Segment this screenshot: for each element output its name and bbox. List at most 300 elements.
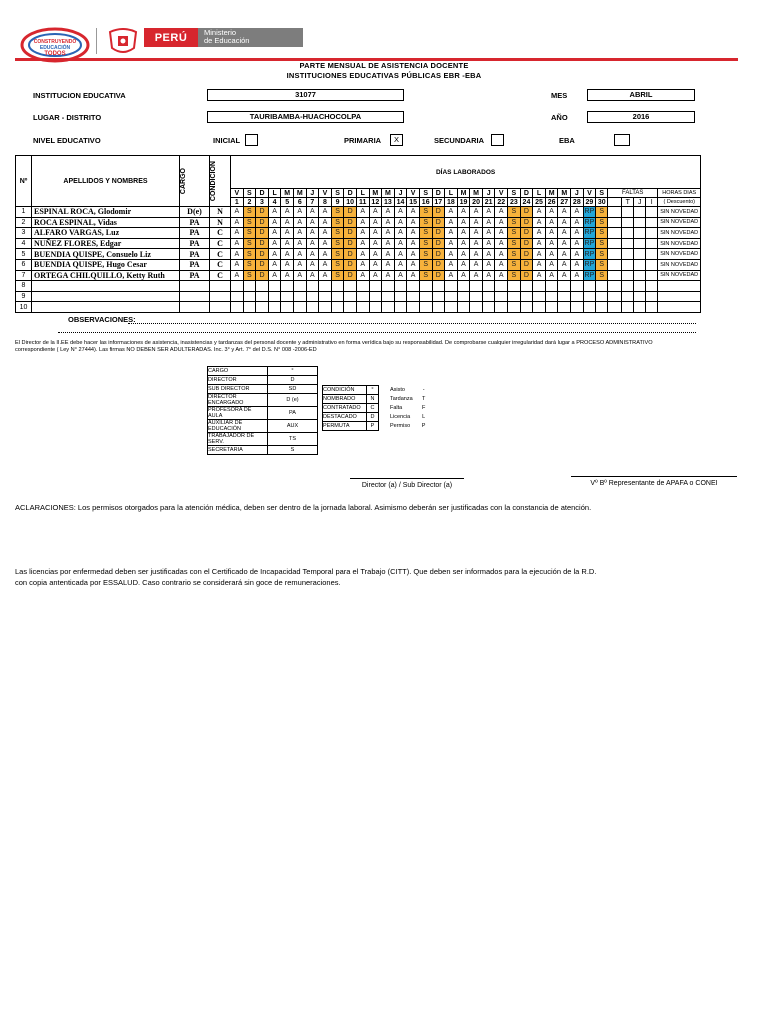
- attendance-cell[interactable]: S: [596, 259, 608, 270]
- attendance-cell[interactable]: S: [331, 249, 344, 260]
- attendance-cell[interactable]: [293, 291, 306, 302]
- attendance-cell[interactable]: S: [243, 217, 256, 228]
- attendance-cell[interactable]: [457, 281, 470, 292]
- faltas-cell[interactable]: [608, 302, 622, 313]
- attendance-cell[interactable]: A: [470, 217, 483, 228]
- attendance-cell[interactable]: A: [495, 238, 508, 249]
- faltas-cell[interactable]: [634, 291, 646, 302]
- attendance-cell[interactable]: A: [558, 270, 571, 281]
- attendance-cell[interactable]: S: [419, 238, 432, 249]
- attendance-cell[interactable]: A: [231, 217, 244, 228]
- faltas-cell[interactable]: [608, 281, 622, 292]
- teacher-cargo[interactable]: PA: [180, 259, 210, 270]
- attendance-cell[interactable]: [495, 281, 508, 292]
- attendance-cell[interactable]: D: [256, 228, 269, 239]
- attendance-cell[interactable]: [533, 281, 546, 292]
- attendance-cell[interactable]: S: [596, 228, 608, 239]
- attendance-cell[interactable]: D: [256, 249, 269, 260]
- attendance-cell[interactable]: RP: [584, 250, 595, 258]
- attendance-cell[interactable]: A: [533, 207, 546, 218]
- attendance-cell[interactable]: [344, 291, 357, 302]
- attendance-cell[interactable]: S: [508, 270, 521, 281]
- attendance-cell[interactable]: [256, 281, 269, 292]
- faltas-cell[interactable]: [608, 259, 622, 270]
- attendance-cell[interactable]: [243, 302, 256, 313]
- attendance-cell[interactable]: A: [457, 259, 470, 270]
- attendance-cell[interactable]: A: [231, 270, 244, 281]
- attendance-cell[interactable]: [293, 302, 306, 313]
- attendance-cell[interactable]: RP: [584, 218, 595, 226]
- attendance-cell[interactable]: D: [344, 207, 357, 218]
- attendance-cell[interactable]: A: [445, 270, 458, 281]
- teacher-name[interactable]: ROCA ESPINAL, Vidas: [32, 217, 180, 228]
- attendance-cell[interactable]: [382, 291, 395, 302]
- attendance-cell[interactable]: [533, 291, 546, 302]
- teacher-condicion[interactable]: [210, 281, 231, 292]
- attendance-cell[interactable]: S: [243, 270, 256, 281]
- attendance-cell[interactable]: [319, 281, 332, 292]
- attendance-cell[interactable]: [394, 281, 407, 292]
- attendance-cell[interactable]: [268, 291, 281, 302]
- attendance-cell[interactable]: S: [419, 207, 432, 218]
- attendance-cell[interactable]: S: [243, 259, 256, 270]
- attendance-cell[interactable]: D: [344, 217, 357, 228]
- primaria-checkbox[interactable]: X: [390, 134, 403, 146]
- attendance-cell[interactable]: A: [319, 270, 332, 281]
- attendance-cell[interactable]: D: [432, 238, 445, 249]
- attendance-cell[interactable]: A: [394, 249, 407, 260]
- faltas-cell[interactable]: [634, 270, 646, 281]
- teacher-cargo[interactable]: [180, 291, 210, 302]
- faltas-cell[interactable]: [634, 302, 646, 313]
- attendance-cell[interactable]: D: [520, 207, 533, 218]
- attendance-cell[interactable]: [482, 291, 495, 302]
- attendance-cell[interactable]: S: [419, 217, 432, 228]
- attendance-cell[interactable]: A: [445, 249, 458, 260]
- attendance-cell[interactable]: [533, 302, 546, 313]
- faltas-cell[interactable]: [608, 291, 622, 302]
- attendance-cell[interactable]: A: [407, 217, 420, 228]
- attendance-cell[interactable]: [457, 302, 470, 313]
- attendance-cell[interactable]: D: [432, 217, 445, 228]
- attendance-cell[interactable]: [319, 291, 332, 302]
- attendance-cell[interactable]: A: [231, 228, 244, 239]
- attendance-cell[interactable]: D: [344, 249, 357, 260]
- attendance-cell[interactable]: [419, 281, 432, 292]
- attendance-cell[interactable]: [331, 291, 344, 302]
- attendance-cell[interactable]: D: [520, 228, 533, 239]
- faltas-cell[interactable]: [608, 207, 622, 218]
- teacher-name[interactable]: NUÑEZ FLORES, Edgar: [32, 238, 180, 249]
- attendance-cell[interactable]: A: [356, 238, 369, 249]
- attendance-cell[interactable]: [445, 281, 458, 292]
- attendance-cell[interactable]: A: [571, 217, 584, 228]
- attendance-cell[interactable]: A: [470, 259, 483, 270]
- observaciones-line-1[interactable]: [128, 323, 696, 324]
- attendance-cell[interactable]: [470, 291, 483, 302]
- institucion-field[interactable]: 31077: [207, 89, 404, 101]
- faltas-cell[interactable]: [634, 207, 646, 218]
- attendance-cell[interactable]: S: [243, 228, 256, 239]
- attendance-cell[interactable]: A: [457, 207, 470, 218]
- faltas-cell[interactable]: [622, 217, 634, 228]
- faltas-cell[interactable]: [634, 238, 646, 249]
- attendance-cell[interactable]: [356, 302, 369, 313]
- teacher-cargo[interactable]: PA: [180, 270, 210, 281]
- teacher-condicion[interactable]: C: [210, 259, 231, 270]
- attendance-cell[interactable]: [558, 281, 571, 292]
- attendance-cell[interactable]: A: [545, 217, 558, 228]
- faltas-cell[interactable]: [646, 291, 658, 302]
- attendance-cell[interactable]: A: [533, 270, 546, 281]
- attendance-cell[interactable]: [482, 302, 495, 313]
- attendance-cell[interactable]: [571, 281, 584, 292]
- attendance-cell[interactable]: D: [520, 270, 533, 281]
- attendance-cell[interactable]: [571, 302, 584, 313]
- faltas-cell[interactable]: [622, 302, 634, 313]
- attendance-cell[interactable]: S: [508, 259, 521, 270]
- attendance-cell[interactable]: [369, 281, 382, 292]
- faltas-cell[interactable]: [646, 217, 658, 228]
- attendance-cell[interactable]: D: [520, 238, 533, 249]
- faltas-cell[interactable]: [622, 228, 634, 239]
- attendance-cell[interactable]: A: [306, 217, 319, 228]
- attendance-cell[interactable]: A: [369, 207, 382, 218]
- attendance-cell[interactable]: A: [571, 228, 584, 239]
- attendance-cell[interactable]: A: [382, 259, 395, 270]
- attendance-cell[interactable]: [394, 291, 407, 302]
- attendance-cell[interactable]: [407, 291, 420, 302]
- teacher-condicion[interactable]: N: [210, 207, 231, 218]
- attendance-cell[interactable]: A: [319, 207, 332, 218]
- attendance-cell[interactable]: A: [293, 270, 306, 281]
- attendance-cell[interactable]: A: [394, 217, 407, 228]
- teacher-condicion[interactable]: C: [210, 270, 231, 281]
- attendance-cell[interactable]: [545, 281, 558, 292]
- attendance-cell[interactable]: A: [306, 249, 319, 260]
- attendance-cell[interactable]: D: [344, 228, 357, 239]
- attendance-cell[interactable]: [256, 302, 269, 313]
- attendance-cell[interactable]: A: [545, 249, 558, 260]
- attendance-cell[interactable]: A: [356, 228, 369, 239]
- attendance-cell[interactable]: [382, 281, 395, 292]
- attendance-cell[interactable]: A: [231, 238, 244, 249]
- teacher-condicion[interactable]: [210, 291, 231, 302]
- attendance-cell[interactable]: A: [545, 207, 558, 218]
- attendance-cell[interactable]: [419, 291, 432, 302]
- attendance-cell[interactable]: A: [482, 270, 495, 281]
- faltas-cell[interactable]: [646, 281, 658, 292]
- attendance-cell[interactable]: A: [558, 259, 571, 270]
- attendance-cell[interactable]: A: [231, 259, 244, 270]
- faltas-cell[interactable]: [646, 249, 658, 260]
- attendance-cell[interactable]: A: [231, 249, 244, 260]
- teacher-cargo[interactable]: PA: [180, 228, 210, 239]
- attendance-cell[interactable]: A: [356, 259, 369, 270]
- attendance-cell[interactable]: D: [520, 259, 533, 270]
- teacher-cargo[interactable]: PA: [180, 238, 210, 249]
- attendance-cell[interactable]: [331, 281, 344, 292]
- attendance-cell[interactable]: A: [558, 228, 571, 239]
- attendance-cell[interactable]: [231, 281, 244, 292]
- secundaria-checkbox[interactable]: [491, 134, 504, 146]
- attendance-cell[interactable]: S: [331, 238, 344, 249]
- attendance-cell[interactable]: D: [344, 270, 357, 281]
- anio-field[interactable]: 2016: [587, 111, 695, 123]
- attendance-cell[interactable]: A: [394, 207, 407, 218]
- faltas-cell[interactable]: [608, 228, 622, 239]
- attendance-cell[interactable]: [520, 291, 533, 302]
- attendance-cell[interactable]: D: [256, 238, 269, 249]
- faltas-cell[interactable]: [634, 281, 646, 292]
- attendance-cell[interactable]: S: [508, 207, 521, 218]
- attendance-cell[interactable]: A: [281, 270, 294, 281]
- attendance-cell[interactable]: A: [394, 270, 407, 281]
- attendance-cell[interactable]: [495, 291, 508, 302]
- attendance-cell[interactable]: D: [432, 270, 445, 281]
- attendance-cell[interactable]: [407, 281, 420, 292]
- attendance-cell[interactable]: D: [256, 217, 269, 228]
- attendance-cell[interactable]: A: [470, 228, 483, 239]
- attendance-cell[interactable]: A: [268, 259, 281, 270]
- attendance-cell[interactable]: A: [495, 249, 508, 260]
- inicial-checkbox[interactable]: [245, 134, 258, 146]
- attendance-cell[interactable]: A: [293, 259, 306, 270]
- faltas-cell[interactable]: [646, 270, 658, 281]
- attendance-cell[interactable]: S: [508, 217, 521, 228]
- faltas-cell[interactable]: [608, 217, 622, 228]
- attendance-cell[interactable]: A: [571, 238, 584, 249]
- attendance-cell[interactable]: S: [419, 228, 432, 239]
- attendance-cell[interactable]: S: [331, 259, 344, 270]
- attendance-cell[interactable]: A: [571, 207, 584, 218]
- attendance-cell[interactable]: [356, 291, 369, 302]
- teacher-condicion[interactable]: C: [210, 228, 231, 239]
- attendance-cell[interactable]: A: [382, 270, 395, 281]
- attendance-cell[interactable]: [293, 281, 306, 292]
- faltas-cell[interactable]: [622, 270, 634, 281]
- attendance-cell[interactable]: A: [306, 270, 319, 281]
- attendance-cell[interactable]: A: [482, 207, 495, 218]
- lugar-field[interactable]: TAURIBAMBA-HUACHOCOLPA: [207, 111, 404, 123]
- attendance-cell[interactable]: [457, 291, 470, 302]
- attendance-cell[interactable]: [369, 291, 382, 302]
- faltas-cell[interactable]: [634, 259, 646, 270]
- attendance-cell[interactable]: [445, 291, 458, 302]
- teacher-cargo[interactable]: PA: [180, 249, 210, 260]
- attendance-cell[interactable]: A: [306, 228, 319, 239]
- attendance-cell[interactable]: A: [407, 249, 420, 260]
- faltas-cell[interactable]: [622, 259, 634, 270]
- attendance-cell[interactable]: [268, 302, 281, 313]
- attendance-cell[interactable]: A: [470, 249, 483, 260]
- attendance-cell[interactable]: A: [558, 207, 571, 218]
- attendance-cell[interactable]: [520, 302, 533, 313]
- faltas-cell[interactable]: [608, 249, 622, 260]
- attendance-cell[interactable]: A: [533, 238, 546, 249]
- attendance-cell[interactable]: A: [495, 259, 508, 270]
- attendance-cell[interactable]: D: [256, 207, 269, 218]
- attendance-cell[interactable]: A: [470, 238, 483, 249]
- attendance-cell[interactable]: [583, 291, 596, 302]
- attendance-cell[interactable]: [419, 302, 432, 313]
- teacher-cargo[interactable]: PA: [180, 217, 210, 228]
- attendance-cell[interactable]: A: [293, 249, 306, 260]
- attendance-cell[interactable]: [470, 281, 483, 292]
- faltas-cell[interactable]: [634, 249, 646, 260]
- attendance-cell[interactable]: S: [596, 249, 608, 260]
- attendance-cell[interactable]: [281, 291, 294, 302]
- attendance-cell[interactable]: A: [319, 249, 332, 260]
- attendance-cell[interactable]: S: [331, 228, 344, 239]
- attendance-cell[interactable]: A: [545, 270, 558, 281]
- attendance-cell[interactable]: S: [596, 207, 608, 218]
- attendance-cell[interactable]: A: [319, 259, 332, 270]
- attendance-cell[interactable]: [596, 302, 608, 313]
- attendance-cell[interactable]: A: [394, 238, 407, 249]
- attendance-cell[interactable]: A: [319, 217, 332, 228]
- attendance-cell[interactable]: A: [281, 207, 294, 218]
- attendance-cell[interactable]: [470, 302, 483, 313]
- attendance-cell[interactable]: A: [268, 207, 281, 218]
- attendance-cell[interactable]: A: [533, 217, 546, 228]
- faltas-cell[interactable]: [608, 238, 622, 249]
- attendance-cell[interactable]: A: [407, 270, 420, 281]
- attendance-cell[interactable]: A: [407, 228, 420, 239]
- attendance-cell[interactable]: [432, 291, 445, 302]
- attendance-cell[interactable]: A: [293, 207, 306, 218]
- attendance-cell[interactable]: A: [495, 270, 508, 281]
- attendance-cell[interactable]: [583, 302, 596, 313]
- attendance-cell[interactable]: [545, 302, 558, 313]
- attendance-cell[interactable]: RP: [584, 240, 595, 248]
- attendance-cell[interactable]: [319, 302, 332, 313]
- attendance-cell[interactable]: [596, 281, 608, 292]
- attendance-cell[interactable]: [596, 291, 608, 302]
- faltas-cell[interactable]: [646, 259, 658, 270]
- attendance-cell[interactable]: A: [382, 228, 395, 239]
- attendance-cell[interactable]: A: [470, 270, 483, 281]
- attendance-cell[interactable]: A: [457, 217, 470, 228]
- attendance-cell[interactable]: A: [495, 228, 508, 239]
- attendance-cell[interactable]: A: [369, 270, 382, 281]
- teacher-cargo[interactable]: [180, 281, 210, 292]
- attendance-cell[interactable]: [545, 291, 558, 302]
- attendance-cell[interactable]: A: [369, 217, 382, 228]
- faltas-cell[interactable]: [622, 249, 634, 260]
- teacher-name[interactable]: ESPINAL ROCA, Glodomir: [32, 207, 180, 218]
- attendance-cell[interactable]: A: [482, 238, 495, 249]
- attendance-cell[interactable]: A: [293, 228, 306, 239]
- teacher-condicion[interactable]: C: [210, 238, 231, 249]
- teacher-name[interactable]: BUENDIA QUISPE, Hugo Cesar: [32, 259, 180, 270]
- observaciones-line-2[interactable]: [58, 332, 696, 333]
- attendance-cell[interactable]: S: [331, 270, 344, 281]
- attendance-cell[interactable]: S: [243, 238, 256, 249]
- attendance-cell[interactable]: A: [495, 207, 508, 218]
- attendance-cell[interactable]: A: [407, 238, 420, 249]
- attendance-cell[interactable]: [571, 291, 584, 302]
- attendance-cell[interactable]: A: [457, 270, 470, 281]
- attendance-cell[interactable]: A: [281, 217, 294, 228]
- attendance-cell[interactable]: D: [432, 249, 445, 260]
- attendance-cell[interactable]: S: [508, 238, 521, 249]
- attendance-cell[interactable]: A: [407, 207, 420, 218]
- teacher-cargo[interactable]: D(e): [180, 207, 210, 218]
- attendance-cell[interactable]: A: [457, 228, 470, 239]
- attendance-cell[interactable]: A: [470, 207, 483, 218]
- attendance-cell[interactable]: A: [558, 217, 571, 228]
- attendance-cell[interactable]: A: [457, 238, 470, 249]
- mes-field[interactable]: ABRIL: [587, 89, 695, 101]
- attendance-cell[interactable]: [306, 281, 319, 292]
- attendance-cell[interactable]: [344, 281, 357, 292]
- attendance-cell[interactable]: A: [231, 207, 244, 218]
- attendance-cell[interactable]: RP: [584, 261, 595, 269]
- attendance-cell[interactable]: RP: [584, 229, 595, 237]
- attendance-cell[interactable]: A: [394, 228, 407, 239]
- attendance-cell[interactable]: A: [268, 228, 281, 239]
- attendance-cell[interactable]: RP: [584, 271, 595, 279]
- faltas-cell[interactable]: [634, 228, 646, 239]
- attendance-cell[interactable]: A: [445, 259, 458, 270]
- attendance-cell[interactable]: [281, 302, 294, 313]
- attendance-cell[interactable]: [432, 302, 445, 313]
- attendance-cell[interactable]: [268, 281, 281, 292]
- attendance-cell[interactable]: A: [571, 259, 584, 270]
- attendance-cell[interactable]: RP: [584, 208, 595, 216]
- attendance-cell[interactable]: A: [482, 249, 495, 260]
- attendance-cell[interactable]: D: [344, 259, 357, 270]
- attendance-cell[interactable]: A: [445, 228, 458, 239]
- attendance-cell[interactable]: S: [331, 217, 344, 228]
- attendance-cell[interactable]: A: [319, 238, 332, 249]
- attendance-cell[interactable]: A: [268, 238, 281, 249]
- attendance-cell[interactable]: [508, 281, 521, 292]
- faltas-cell[interactable]: [646, 302, 658, 313]
- attendance-cell[interactable]: A: [281, 249, 294, 260]
- attendance-cell[interactable]: A: [545, 238, 558, 249]
- attendance-cell[interactable]: A: [306, 207, 319, 218]
- teacher-name[interactable]: ORTEGA CHILQUILLO, Ketty Ruth: [32, 270, 180, 281]
- attendance-cell[interactable]: S: [419, 270, 432, 281]
- attendance-cell[interactable]: A: [382, 217, 395, 228]
- attendance-cell[interactable]: D: [520, 249, 533, 260]
- attendance-cell[interactable]: S: [596, 217, 608, 228]
- attendance-cell[interactable]: [256, 291, 269, 302]
- attendance-cell[interactable]: A: [407, 259, 420, 270]
- attendance-cell[interactable]: D: [256, 270, 269, 281]
- attendance-cell[interactable]: [508, 291, 521, 302]
- attendance-cell[interactable]: A: [533, 259, 546, 270]
- attendance-cell[interactable]: S: [596, 238, 608, 249]
- attendance-cell[interactable]: [445, 302, 458, 313]
- attendance-cell[interactable]: [382, 302, 395, 313]
- attendance-cell[interactable]: A: [281, 238, 294, 249]
- attendance-cell[interactable]: [356, 281, 369, 292]
- attendance-cell[interactable]: [231, 302, 244, 313]
- attendance-cell[interactable]: S: [508, 228, 521, 239]
- attendance-cell[interactable]: A: [281, 259, 294, 270]
- faltas-cell[interactable]: [634, 217, 646, 228]
- attendance-cell[interactable]: A: [394, 259, 407, 270]
- attendance-cell[interactable]: A: [571, 270, 584, 281]
- faltas-cell[interactable]: [646, 207, 658, 218]
- teacher-condicion[interactable]: N: [210, 217, 231, 228]
- teacher-name[interactable]: ALFARO VARGAS, Luz: [32, 228, 180, 239]
- attendance-cell[interactable]: A: [382, 238, 395, 249]
- attendance-cell[interactable]: A: [382, 207, 395, 218]
